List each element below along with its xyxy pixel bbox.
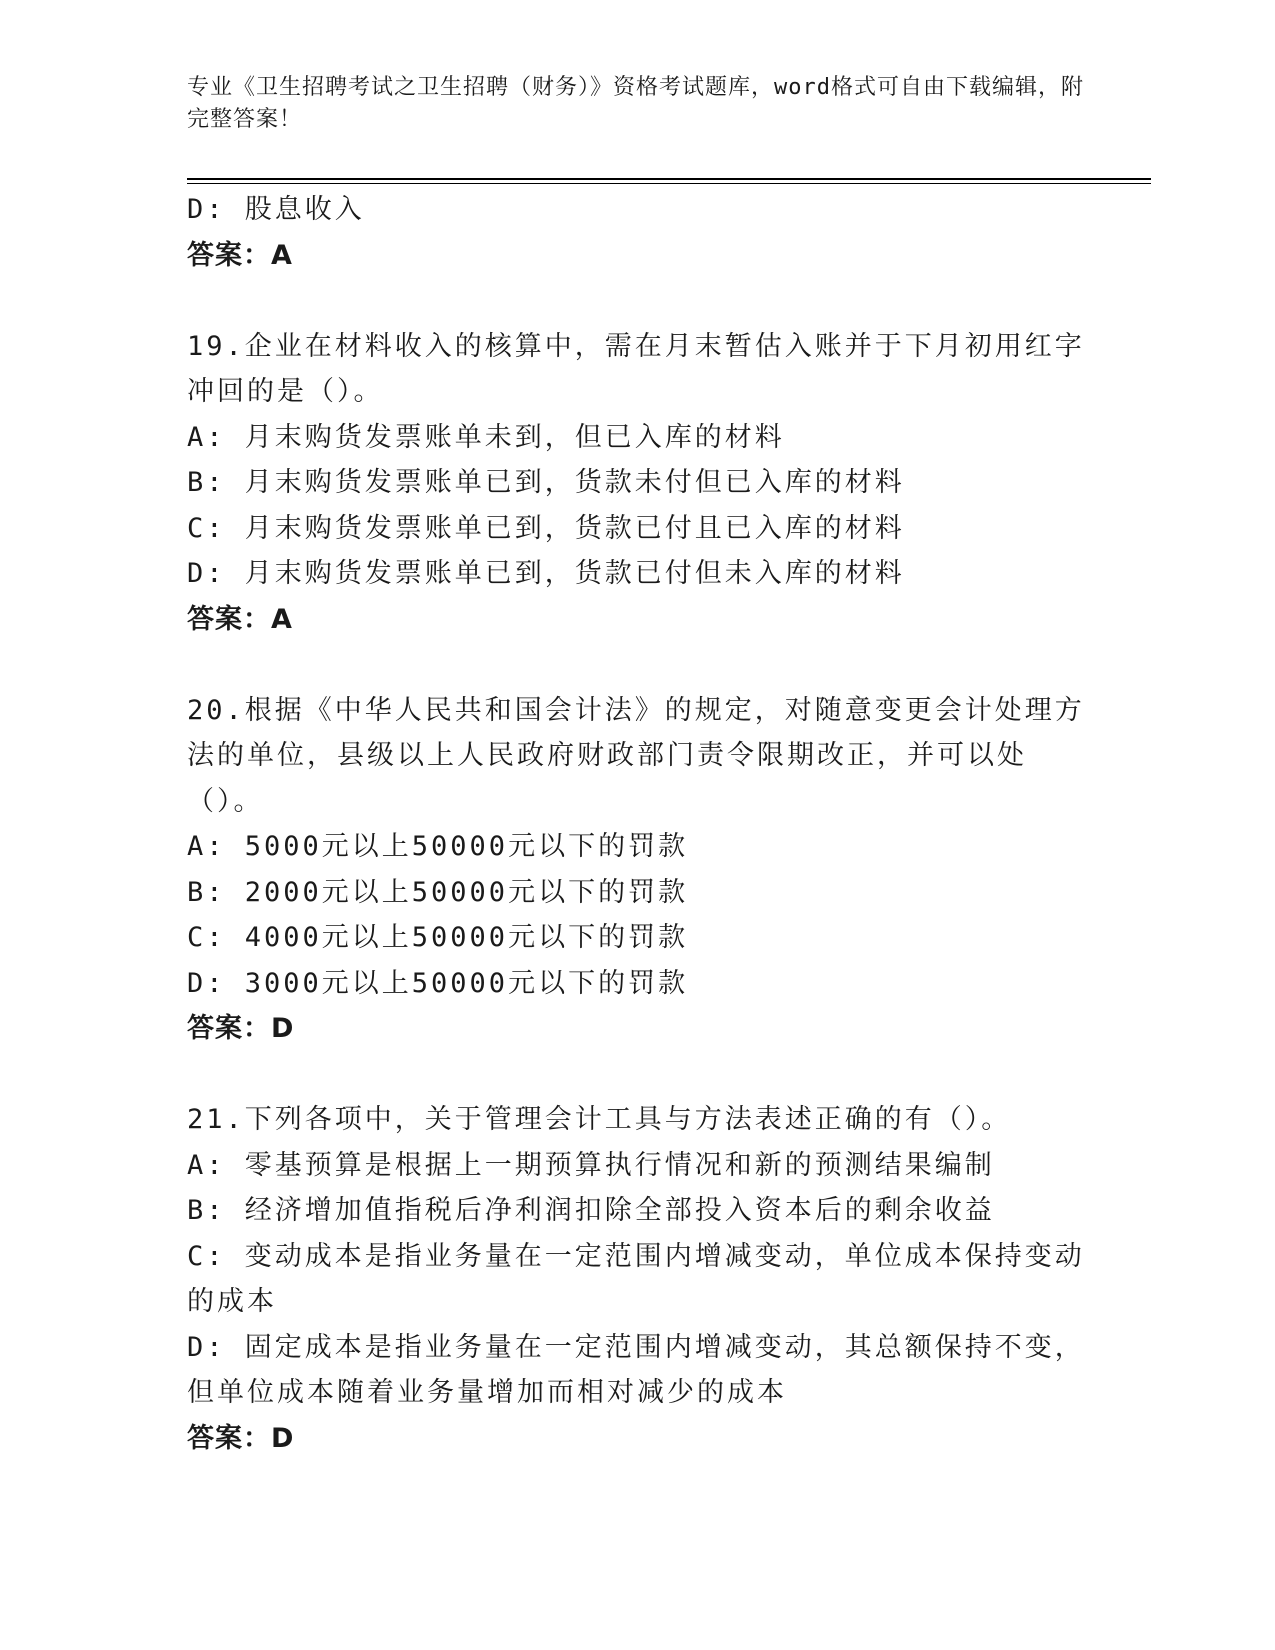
previous-answer: 答案：A bbox=[187, 239, 293, 271]
spacer bbox=[187, 1052, 1087, 1098]
question-20-option-a: A: 5000元以上50000元以下的罚款 bbox=[187, 831, 689, 862]
question-21-option-d: D: 固定成本是指业务量在一定范围内增减变动，其总额保持不变，但单位成本随着业务量增加而相对减少的成本 bbox=[187, 1331, 1085, 1408]
question-19-answer: 答案：A bbox=[187, 603, 293, 635]
question-19-stem: 19.企业在材料收入的核算中，需在月末暂估入账并于下月初用红字冲回的是（）。 bbox=[187, 330, 1085, 407]
question-21-option-a: A: 零基预算是根据上一期预算执行情况和新的预测结果编制 bbox=[187, 1149, 995, 1181]
question-21-option-c: C: 变动成本是指业务量在一定范围内增减变动，单位成本保持变动的成本 bbox=[187, 1240, 1085, 1317]
question-19-option-c: C: 月末购货发票账单已到，货款已付且已入库的材料 bbox=[187, 512, 905, 544]
question-20-answer: 答案：D bbox=[187, 1013, 295, 1044]
question-20-option-d: D: 3000元以上50000元以下的罚款 bbox=[187, 967, 689, 999]
page-header: 专业《卫生招聘考试之卫生招聘（财务）》资格考试题库，word格式可自由下载编辑，附完整答案！ bbox=[187, 75, 1084, 132]
question-20-option-b: B: 2000元以上50000元以下的罚款 bbox=[187, 876, 689, 908]
header-divider-thin bbox=[187, 183, 1151, 184]
previous-option-d: D: 股息收入 bbox=[187, 194, 365, 225]
question-20-stem: 20.根据《中华人民共和国会计法》的规定，对随意变更会计处理方法的单位，县级以上人民政府财政部门责令限期改正，并可以处（）。 bbox=[187, 694, 1085, 817]
question-21-answer: 答案：D bbox=[187, 1422, 295, 1454]
question-21-option-b: B: 经济增加值指税后净利润扣除全部投入资本后的剩余收益 bbox=[187, 1195, 995, 1226]
spacer bbox=[187, 642, 1087, 688]
spacer bbox=[187, 278, 1087, 324]
header-divider bbox=[187, 178, 1151, 180]
question-20-option-c: C: 4000元以上50000元以下的罚款 bbox=[187, 922, 689, 953]
question-list bbox=[187, 187, 1087, 1461]
question-19-option-a: A: 月末购货发票账单未到，但已入库的材料 bbox=[187, 421, 785, 453]
question-21-stem: 21.下列各项中，关于管理会计工具与方法表述正确的有（）。 bbox=[187, 1104, 1012, 1135]
question-19-option-b: B: 月末购货发票账单已到，货款未付但已入库的材料 bbox=[187, 467, 905, 498]
question-19-option-d: D: 月末购货发票账单已到，货款已付但未入库的材料 bbox=[187, 558, 905, 589]
